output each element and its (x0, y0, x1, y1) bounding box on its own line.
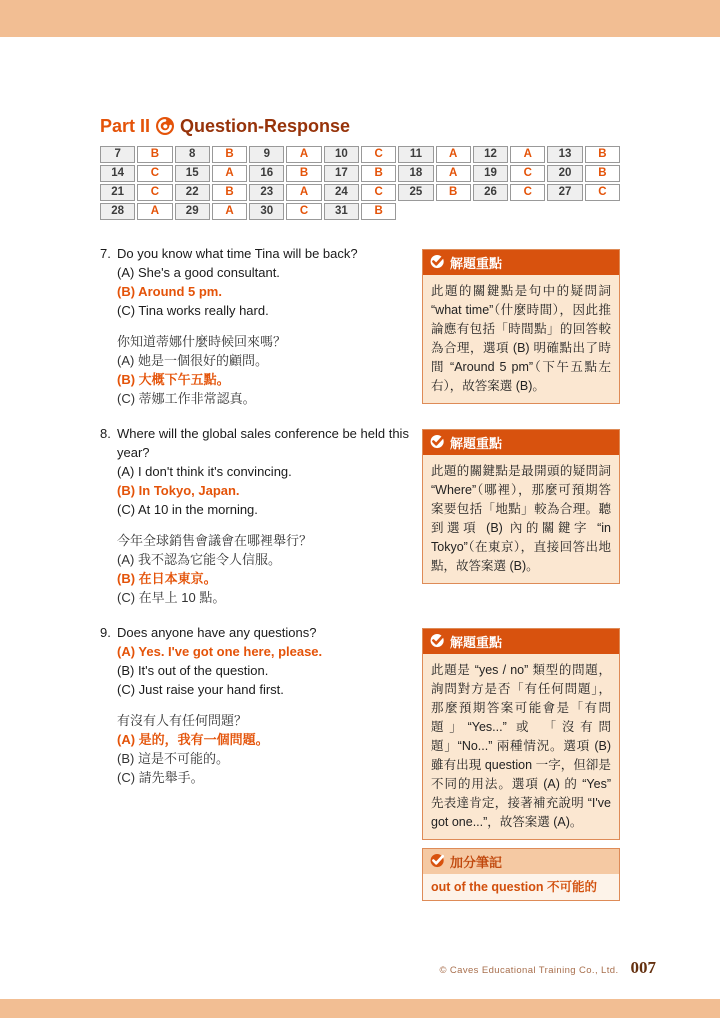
explanation-box-body: 此題的關鍵點是最開頭的疑問詞 “Where”（哪裡），那麼可預期答案要包括「地點」較為合理。聽到選項 (B) 內的關鍵字 “in Tokyo”（在東京），直接回答出地點，故答案選 (B)。 (423, 455, 619, 583)
bonus-box-header (423, 849, 619, 874)
answer-cell-number: 17 (324, 165, 359, 182)
answer-cell-letter: B (361, 203, 396, 220)
answer-cell-number: 18 (398, 165, 433, 182)
section-title: Question-Response (180, 115, 351, 136)
answer-cell-letter: A (212, 165, 247, 182)
check-circle-icon (430, 254, 445, 272)
answer-cell-number: 29 (175, 203, 210, 220)
answer-cell-letter: A (212, 203, 247, 220)
page-footer (439, 958, 656, 978)
question-block-zh (100, 332, 422, 408)
question-line-en (100, 424, 422, 462)
explanation-box-title: 解題重點 (450, 635, 503, 650)
answer-cell-letter: A (286, 146, 321, 163)
option-en-A: (A) I don't think it's convincing. (117, 464, 292, 479)
page-content (100, 114, 620, 917)
answer-cell-number: 28 (100, 203, 135, 220)
option-zh-A: (A) 是的，我有一個問題。 (117, 732, 269, 747)
answer-cell-letter: B (585, 146, 620, 163)
question-number: 9. (100, 625, 111, 640)
answer-cell-number: 10 (324, 146, 359, 163)
explanation-box (422, 249, 620, 404)
explanation-box-title: 解題重點 (450, 256, 503, 271)
explanation-box-body: 此題是 “yes / no” 類型的問題，詢問對方是否「有任何問題」，那麼預期答案可能會是「有問題」“Yes...” 或 「沒有問題」“No...” 兩種情況。選項 (B) 雖有出現 question 一字，但卻是不同的用法。選項 (A) 的 “Yes” 先表達肯定，接著補充說明 “I've got one...”，故答案選 (A)。 (423, 654, 619, 839)
option-zh-A: (A) 我不認為它能令人信服。 (117, 552, 281, 567)
answer-cell-number: 31 (324, 203, 359, 220)
answer-cell-letter: B (212, 184, 247, 201)
bonus-box-title: 加分筆記 (450, 855, 503, 870)
copyright-text: © Caves Educational Training Co., Ltd. (439, 965, 619, 976)
option-en-B: (B) Around 5 pm. (117, 284, 222, 299)
bonus-box (422, 848, 620, 901)
option-en-B: (B) In Tokyo, Japan. (117, 483, 240, 498)
option-zh-B: (B) 這是不可能的。 (117, 751, 229, 766)
option-en-C: (C) Tina works really hard. (117, 303, 269, 318)
explanation-column (422, 623, 620, 901)
answer-cell-number: 27 (547, 184, 582, 201)
part-label: Part II (100, 115, 151, 136)
answer-cell-letter: C (510, 165, 545, 182)
check-circle-icon (430, 434, 445, 452)
answer-cell-number: 9 (249, 146, 284, 163)
answer-cell-number: 13 (547, 146, 582, 163)
question-row (100, 424, 620, 607)
answer-cell-letter: B (436, 184, 471, 201)
question-block (100, 623, 422, 901)
option-zh-C: (C) 蒂娜工作非常認真。 (117, 391, 256, 406)
answer-cell-letter: A (286, 184, 321, 201)
answer-cell-number: 19 (473, 165, 508, 182)
question-row (100, 244, 620, 408)
answer-cell-letter: B (585, 165, 620, 182)
option-zh-C: (C) 在早上 10 點。 (117, 590, 226, 605)
answer-cell-letter: B (137, 146, 172, 163)
answer-cell-letter: A (436, 146, 471, 163)
question-line-en (100, 623, 422, 642)
question-block-zh (100, 531, 422, 607)
answer-cell-number: 8 (175, 146, 210, 163)
explanation-box (422, 429, 620, 584)
top-border-band (0, 0, 720, 37)
answer-cell-number: 20 (547, 165, 582, 182)
questions-section (100, 244, 620, 901)
explanation-column (422, 424, 620, 607)
option-en-C: (C) Just raise your hand first. (117, 682, 284, 697)
page-number: 007 (630, 958, 656, 977)
answer-cell-letter: C (585, 184, 620, 201)
answer-cell-number: 15 (175, 165, 210, 182)
question-text-en: Does anyone have any questions? (117, 625, 317, 640)
page-title (100, 114, 620, 138)
answer-cell-letter: A (510, 146, 545, 163)
explanation-box-header (423, 430, 619, 455)
option-en-A: (A) Yes. I've got one here, please. (117, 644, 323, 659)
answer-cell-number: 7 (100, 146, 135, 163)
check-circle-icon (430, 853, 445, 871)
question-block-zh (100, 711, 422, 787)
answer-cell-number: 30 (249, 203, 284, 220)
option-en-A: (A) She's a good consultant. (117, 265, 280, 280)
explanation-box-title: 解題重點 (450, 436, 503, 451)
question-text-zh: 你知道蒂娜什麼時候回來嗎？ (117, 334, 287, 349)
question-number: 8. (100, 426, 111, 441)
question-text-en: Where will the global sales conference be held this year? (117, 426, 409, 460)
explanation-column (422, 244, 620, 408)
option-zh-C: (C) 請先舉手。 (117, 770, 204, 785)
answer-cell-number: 24 (324, 184, 359, 201)
option-en-C: (C) At 10 in the morning. (117, 502, 258, 517)
answer-cell-letter: B (212, 146, 247, 163)
answer-cell-number: 23 (249, 184, 284, 201)
option-en-B: (B) It's out of the question. (117, 663, 269, 678)
answer-cell-letter: C (361, 146, 396, 163)
question-block (100, 424, 422, 607)
explanation-box-body: 此題的關鍵點是句中的疑問詞 “what time”（什麼時間），因此推論應有包括「時間點」的回答較為合理，選項 (B) 明確點出了時間 “Around 5 pm”（下午五點左右），故答案選 (B)。 (423, 275, 619, 403)
question-text-zh: 有沒有人有任何問題？ (117, 713, 248, 728)
question-row (100, 623, 620, 901)
answer-cell-letter: A (137, 203, 172, 220)
answer-cell-letter: C (137, 165, 172, 182)
bottom-border-band (0, 999, 720, 1018)
explanation-box-header (423, 629, 619, 654)
answer-cell-letter: B (286, 165, 321, 182)
answer-cell-letter: B (361, 165, 396, 182)
answer-cell-letter: C (510, 184, 545, 201)
question-text-zh: 今年全球銷售會議會在哪裡舉行？ (117, 533, 313, 548)
explanation-box-header (423, 250, 619, 275)
option-zh-A: (A) 她是一個很好的顧問。 (117, 353, 268, 368)
option-zh-B: (B) 在日本東京。 (117, 571, 217, 586)
answer-cell-number: 16 (249, 165, 284, 182)
answer-cell-number: 12 (473, 146, 508, 163)
answer-cell-number: 11 (398, 146, 433, 163)
question-text-en: Do you know what time Tina will be back? (117, 246, 358, 261)
answer-cell-number: 26 (473, 184, 508, 201)
answer-cell-number: 25 (398, 184, 433, 201)
answer-cell-letter: C (286, 203, 321, 220)
check-circle-icon (430, 633, 445, 651)
bonus-box-body: out of the question 不可能的 (423, 874, 619, 900)
swirl-icon (156, 117, 174, 135)
answer-cell-number: 14 (100, 165, 135, 182)
question-number: 7. (100, 246, 111, 261)
option-zh-B: (B) 大概下午五點。 (117, 372, 230, 387)
answer-cell-number: 21 (100, 184, 135, 201)
answer-cell-letter: C (361, 184, 396, 201)
answer-key-table (100, 146, 620, 220)
answer-cell-letter: C (137, 184, 172, 201)
question-line-en (100, 244, 422, 263)
answer-cell-letter: A (436, 165, 471, 182)
answer-cell-number: 22 (175, 184, 210, 201)
question-block (100, 244, 422, 408)
explanation-box (422, 628, 620, 840)
